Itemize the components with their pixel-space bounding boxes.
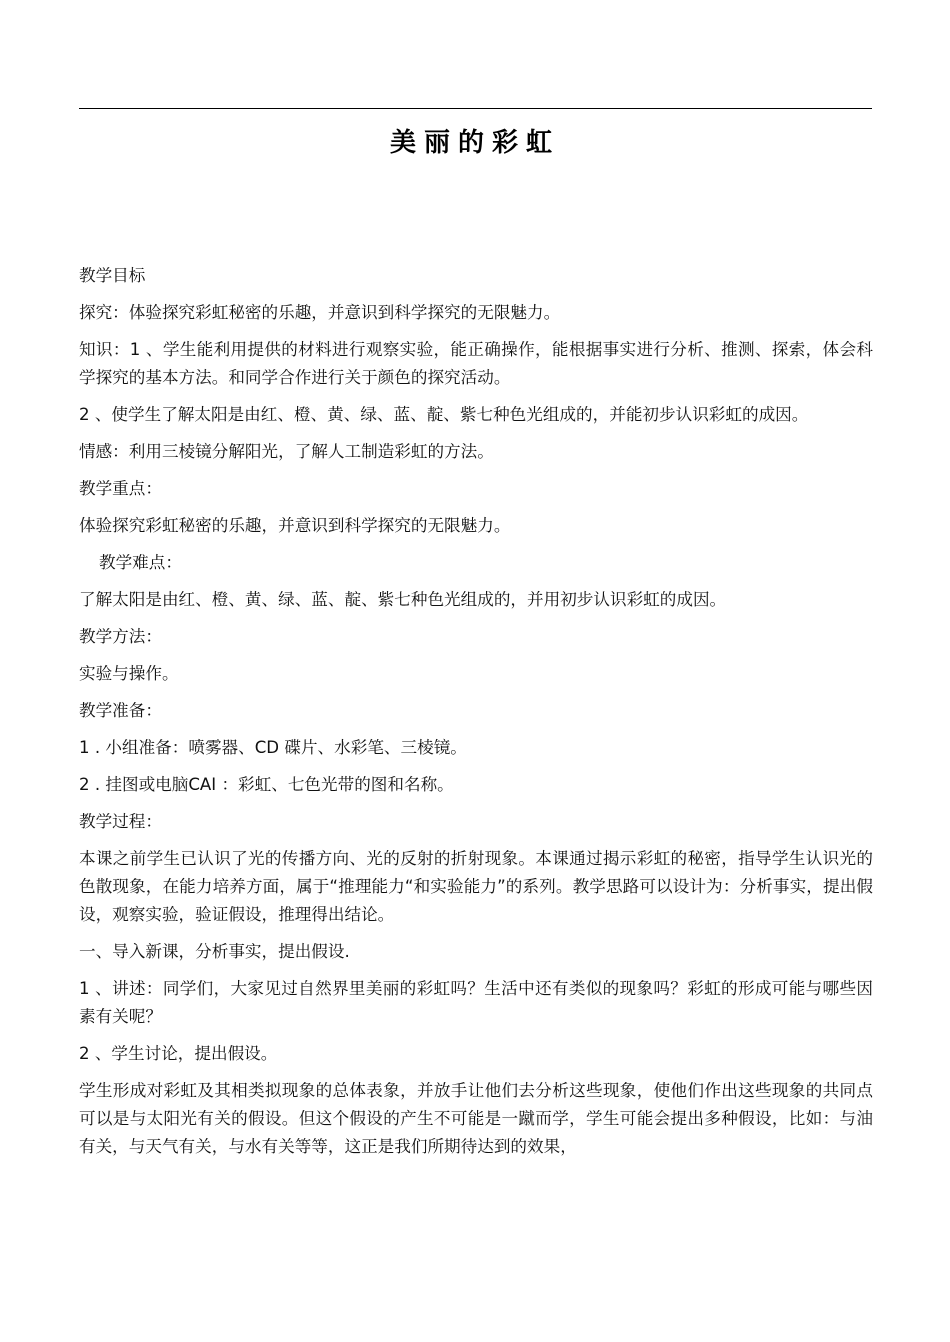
goal-knowledge-2: 2 、使学生了解太阳是由红、橙、黄、绿、蓝、靛、紫七种色光组成的，并能初步认识彩虹的成因。	[79, 405, 809, 424]
process-step-1: 1 、讲述：同学们，大家见过自然界里美丽的彩虹吗？生活中还有类似的现象吗？彩虹的形成可能与哪些因素有关呢？	[79, 979, 873, 1026]
process-section-1-heading: 一、导入新课，分析事实，提出假设.	[79, 942, 350, 961]
header-rule	[79, 108, 872, 109]
goal-inquiry: 探究：体验探究彩虹秘密的乐趣，并意识到科学探究的无限魅力。	[79, 303, 561, 322]
process-intro: 本课之前学生已认识了光的传播方向、光的反射的折射现象。本课通过揭示彩虹的秘密，指导学生认识光的色散现象，在能力培养方面，属于“推理能力“和实验能力”的系列。教学思路可以设计为：分析事实，提出假设，观察实验，验证假设，推理得出结论。	[79, 849, 873, 924]
goal-knowledge-1: 知识：1 、学生能利用提供的材料进行观察实验，能正确操作，能根据事实进行分析、推测、探索，体会科学探究的基本方法。和同学合作进行关于颜色的探究活动。	[79, 340, 873, 387]
document-title: 美丽的彩虹	[389, 128, 560, 158]
preparation-item-2: 2 . 挂图或电脑CAI ：彩虹、七色光带的图和名称。	[79, 775, 454, 794]
document-body	[79, 262, 873, 1170]
key-points-text: 体验探究彩虹秘密的乐趣，并意识到科学探究的无限魅力。	[79, 516, 511, 535]
process-step-2: 2 、学生讨论，提出假设。	[79, 1044, 278, 1063]
goal-emotion: 情感：利用三棱镜分解阳光，了解人工制造彩虹的方法。	[79, 442, 494, 461]
process-discussion: 学生形成对彩虹及其相类拟现象的总体表象，并放手让他们去分析这些现象，使他们作出这些现象的共同点可以是与太阳光有关的假设。但这个假设的产生不可能是一蹴而学，学生可能会提出多种假设，比如：与油有关，与天气有关，与水有关等等，这正是我们所期待达到的效果，	[79, 1081, 873, 1156]
heading-difficulties: 教学难点：	[99, 553, 182, 572]
heading-methods: 教学方法：	[79, 627, 162, 646]
heading-process: 教学过程：	[79, 812, 162, 831]
preparation-item-1: 1 . 小组准备：喷雾器、CD 碟片、水彩笔、三棱镜。	[79, 738, 467, 757]
heading-preparation: 教学准备：	[79, 701, 162, 720]
heading-key-points: 教学重点：	[79, 479, 162, 498]
difficulties-text: 了解太阳是由红、橙、黄、绿、蓝、靛、紫七种色光组成的，并用初步认识彩虹的成因。	[79, 590, 727, 609]
methods-text: 实验与操作。	[79, 664, 179, 683]
heading-teaching-goals: 教学目标	[79, 266, 146, 285]
